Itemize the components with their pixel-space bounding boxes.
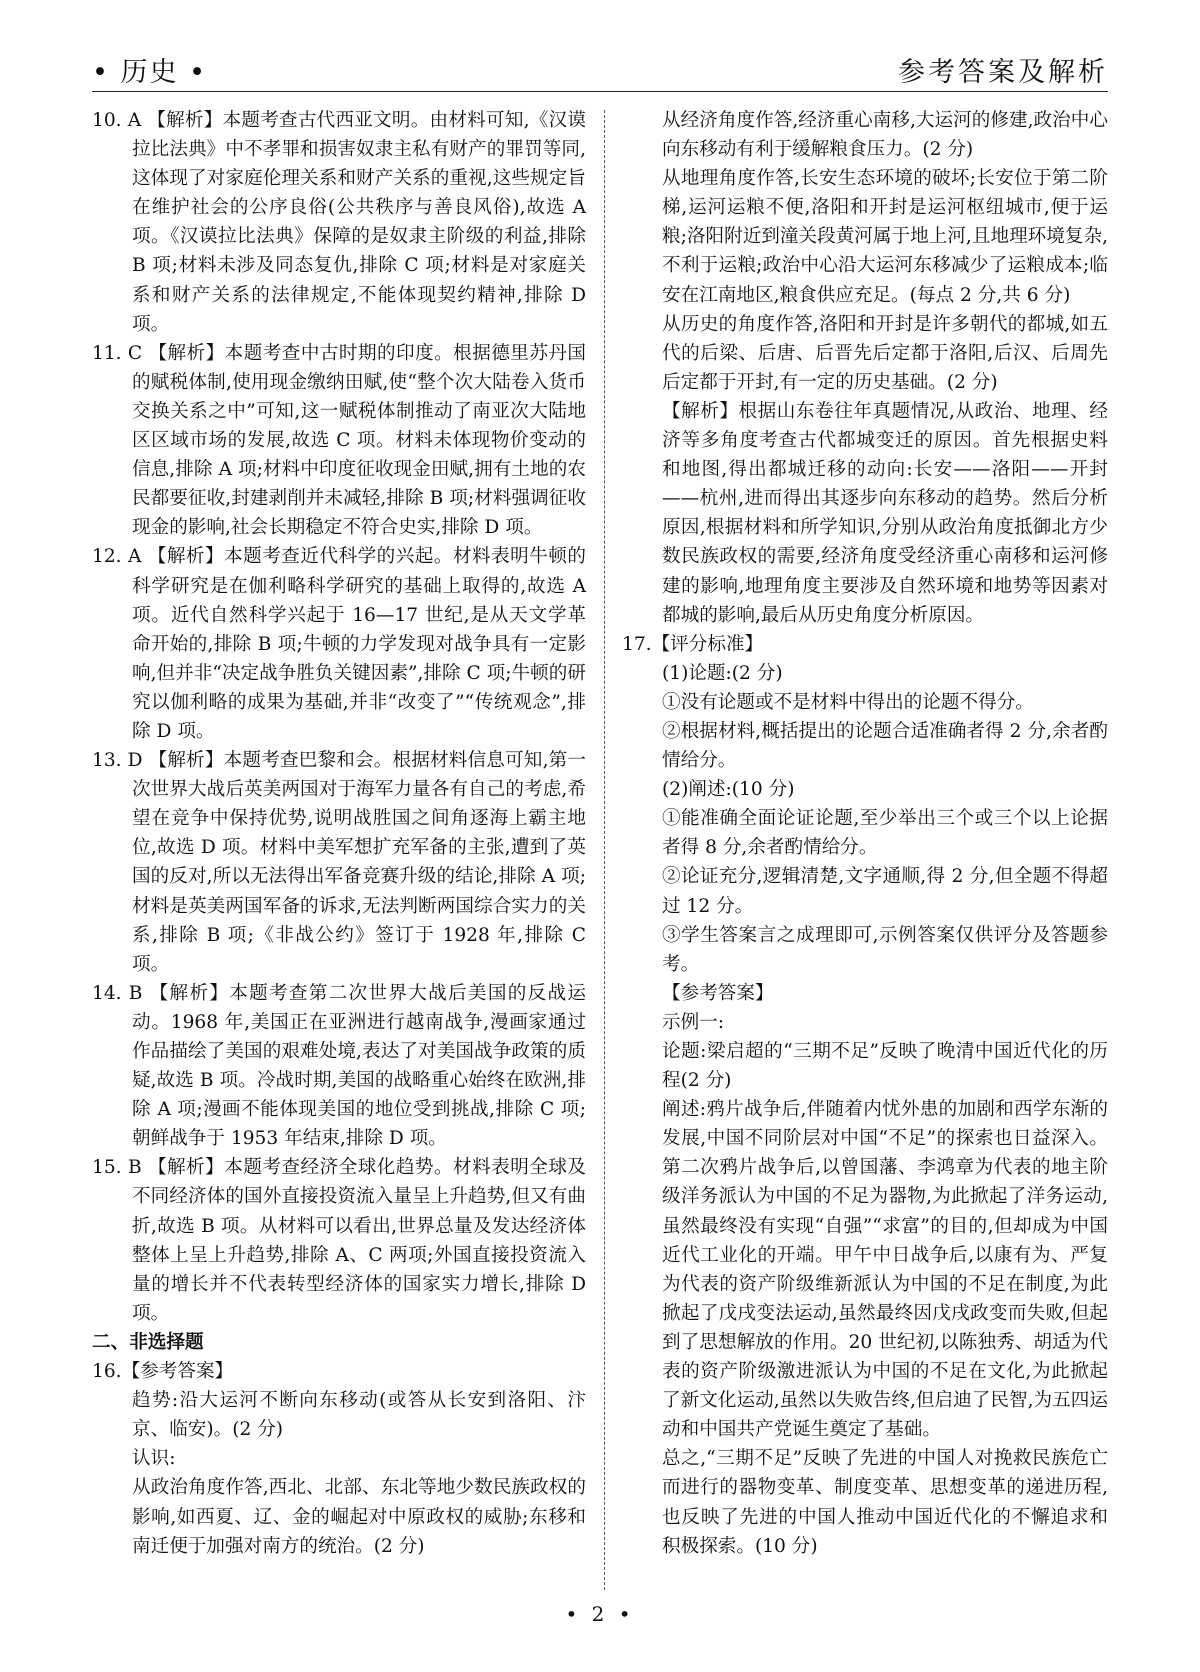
answer-item-17-heading: 17.【评分标准】: [622, 633, 764, 655]
criteria-2a: ①能准确全面论证论题,至少举出三个或三个以上论据者得 8 分,余者酌情给分。: [662, 808, 1108, 859]
page-number: • 2 •: [565, 1602, 635, 1626]
section-heading: 二、非选择题: [92, 1331, 204, 1353]
example-summary: 总之,“三期不足”反映了先进的中国人对挽救民族危亡而进行的器物变革、制度变革、思想变革的递进历程,也反映了先进的中国人推动中国近代化的不懈追求和积极探索。(10 分): [662, 1448, 1108, 1557]
subject-label: • 历史 •: [92, 57, 208, 88]
criteria-1b: ②根据材料,概括提出的论题合适准确者得 2 分,余者酌情给分。: [662, 720, 1108, 772]
criteria-2b: ②论证充分,逻辑清楚,文字通顺,得 2 分,但全题不得超过 12 分。: [662, 866, 1108, 917]
left-column: [92, 106, 586, 1561]
answer-item-14: 14. B 【解析】本题考查第二次世界大战后美国的反战运动。1968 年,美国正在亚洲进行越南战争,漫画家通过作品描绘了美国的艰难处境,表达了对美国战争政策的质疑,故选 B 项。冷战时期,美国的战略重心始终在欧洲,排除 A 项;漫画不能体现美国的地位受到挑战,排除 C 项;朝鲜战争于 1953 年结束,排除 D 项。: [92, 982, 586, 1150]
q16-analysis: 【解析】根据山东卷往年真题情况,从政治、地理、经济等多角度考查古代都城变迁的原因。首先根据史料和地图,得出都城迁移的动向:长安——洛阳——开封——杭州,进而得出其逐步向东移动的趋势。然后分析原因,根据材料和所学知识,分别从政治角度抵御北方少数民族政权的需要,经济角度受经济重心南移和运河修建的影响,地理角度主要涉及自然环境和地势等因素对都城的影响,最后从历史角度分析原因。: [662, 400, 1108, 626]
right-column: [622, 106, 1108, 1561]
example-body: 阐述:鸦片战争后,伴随着内忧外患的加剧和西学东渐的发展,中国不同阶层对中国“不足”的探索也日益深入。第二次鸦片战争后,以曾国藩、李鸿章为代表的地主阶级洋务派认为中国的不足为器物,为此掀起了洋务运动,虽然最终没有实现“自强”“求富”的目的,但却成为中国近代工业化的开端。甲午中日战争后,以康有为、严复为代表的资产阶级维新派认为中国的不足在制度,为此掀起了戊戌变法运动,虽然最终因戊戌政变而失败,但起到了思想解放的作用。20 世纪初,以陈独秀、胡适为代表的资产阶级激进派认为中国的不足在文化,为此掀起了新文化运动,虽然以失败告终,但启迪了民智,为五四运动和中国共产党诞生奠定了基础。: [662, 1099, 1108, 1441]
reference-answer-heading: 【参考答案】: [662, 982, 774, 1004]
q16-economy: 从经济角度作答,经济重心南移,大运河的修建,政治中心向东移动有利于缓解粮食压力。(2 分): [662, 110, 1108, 161]
criteria-1a: ①没有论题或不是材料中得出的论题不得分。: [662, 691, 1034, 713]
criteria-2: (2)阐述:(10 分): [662, 779, 795, 801]
answer-item-16-heading: 16.【参考答案】: [92, 1361, 234, 1383]
answer-item-15: 15. B 【解析】本题考查经济全球化趋势。材料表明全球及不同经济体的国外直接投资流入量呈上升趋势,但又有曲折,故选 B 项。从材料可以看出,世界总量及发达经济体整体上呈上升趋势,排除 A、C 两项;外国直接投资流入量的增长并不代表转型经济体的国家实力增长,排除 D 项。: [92, 1157, 586, 1324]
header-rule: [92, 91, 1108, 92]
answer-item-12: 12. A 【解析】本题考查近代科学的兴起。材料表明牛顿的科学研究是在伽利略科学研究的基础上取得的,故选 A 项。近代自然科学兴起于 16—17 世纪,是从天文学革命开始的,排除 B 项;牛顿的力学发现对战争具有一定影响,但并非“决定战争胜负关键因素”,排除 C 项;牛顿的研究以伽利略的成果为基础,并非“改变了”“传统观念”,排除 D 项。: [92, 546, 586, 742]
answer-item-11: 11. C 【解析】本题考查中古时期的印度。根据德里苏丹国的赋税体制,使用现金缴纳田赋,使“整个次大陆卷入货币交换关系之中”可知,这一赋税体制推动了南亚次大陆地区区域市场的发展,故选 C 项。材料未体现物价变动的信息,排除 A 项;材料中印度征收现金田赋,拥有土地的农民都要征收,封建剥削并未减轻,排除 B 项;材料强调征收现金的影响,社会长期稳定不符合史实,排除 D 项。: [92, 342, 586, 539]
column-divider: [604, 110, 605, 1590]
q16-history: 从历史的角度作答,洛阳和开封是许多朝代的都城,如五代的后梁、后唐、后晋先后定都于洛阳,后汉、后周先后定都于开封,有一定的历史基础。(2 分): [662, 313, 1108, 393]
header-title: 参考答案及解析: [898, 57, 1108, 88]
answer-item-10: 10. A 【解析】本题考查古代西亚文明。由材料可知,《汉谟拉比法典》中不孝罪和损害奴隶主私有财产的罪罚等同,这体现了对家庭伦理关系和财产关系的重视,这些规定旨在维护社会的公序良俗(公共秩序与善良风俗),故选 A 项。《汉谟拉比法典》保障的是奴隶主阶级的利益,排除 B 项;材料未涉及同态复仇,排除 C 项;材料是对家庭关系和财产关系的法律规定,不能体现契约精神,排除 D 项。: [92, 110, 586, 335]
example-label: 示例一:: [662, 1011, 725, 1033]
criteria-1: (1)论题:(2 分): [662, 662, 783, 684]
answer-item-13: 13. D 【解析】本题考查巴黎和会。根据材料信息可知,第一次世界大战后英美两国对于海军力量各有自己的考虑,希望在竞争中保持优势,说明战胜国之间角逐海上霸主地位,故选 D 项。材料中美军想扩充军备的主张,遭到了英国的反对,所以无法得出军备竞赛升级的结论,排除 A 项;材料是英美两国军备的诉求,无法判断两国综合实力的关系,排除 B 项;《非战公约》签订于 1928 年,排除 C 项。: [92, 750, 586, 975]
criteria-2c: ③学生答案言之成理即可,示例答案仅供评分及答题参考。: [662, 924, 1108, 975]
page-header: [92, 44, 1108, 86]
example-thesis: 论题:梁启超的“三期不足”反映了晚清中国近代化的历程(2 分): [662, 1041, 1108, 1092]
q16-geography: 从地理角度作答,长安生态环境的破坏;长安位于第二阶梯,运河运粮不便,洛阳和开封是运河枢纽城市,便于运粮;洛阳附近到潼关段黄河属于地上河,且地理环境复杂,不利于运粮;政治中心沿大运河东移减少了运粮成本;临安在江南地区,粮食供应充足。(每点 2 分,共 6 分): [662, 168, 1108, 306]
q16-trend: 趋势:沿大运河不断向东移动(或答从长安到洛阳、汴京、临安)。(2 分): [132, 1390, 586, 1441]
q16-view-label: 认识:: [132, 1448, 176, 1470]
q16-politics: 从政治角度作答,西北、北部、东北等地少数民族政权的影响,如西夏、辽、金的崛起对中原政权的威胁;东移和南迁便于加强对南方的统治。(2 分): [132, 1477, 586, 1557]
